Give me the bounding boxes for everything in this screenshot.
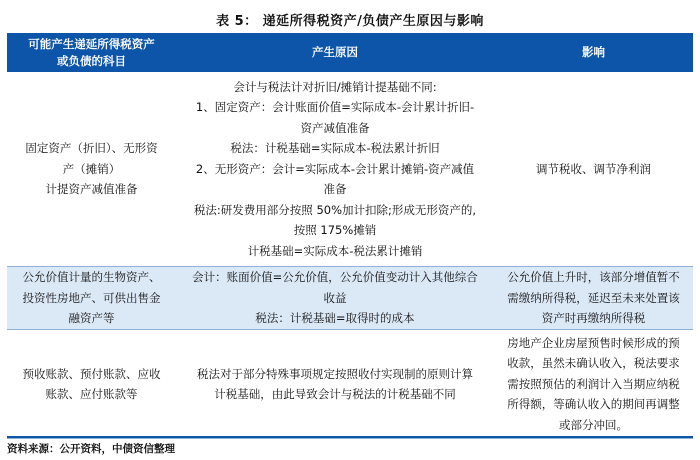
cell-line: 税法：计税基础=实际成本-税法累计折旧 bbox=[230, 141, 440, 156]
table-header-row bbox=[7, 33, 693, 72]
cell-line: 固定资产（折旧）、无形资 bbox=[25, 141, 158, 156]
cell-line: 公允价值上升时，该部分增值暂不 bbox=[507, 270, 680, 285]
cell-line: 房地产企业房屋预售时候形成的预 bbox=[507, 335, 680, 350]
cell-line: 所得额，等确认收入的期间再调整 bbox=[507, 397, 680, 412]
cell-line: 会计与税法计对折旧/摊销计提基础不同: bbox=[233, 79, 437, 94]
header-impact: 影响 bbox=[582, 45, 605, 59]
cell-line: 1、固定资产：会计账面价值=实际成本-会计累计折旧- bbox=[195, 100, 475, 115]
cell-line: 计税基础=实际成本-税法累计摊销 bbox=[247, 243, 423, 258]
comparison-table bbox=[7, 33, 693, 439]
cell-line: 税法：计税基础=取得时的成本 bbox=[255, 311, 415, 326]
cell-line: 需按照预估的利润计入当期应纳税 bbox=[507, 376, 680, 391]
cell-line: 资产时再缴纳所得税 bbox=[541, 311, 646, 326]
table-title: 表 5： 递延所得税资产/负债产生原因与影响 bbox=[216, 14, 484, 29]
cell-impact bbox=[494, 72, 693, 267]
cell-line: 投资性房地产、可供出售金 bbox=[22, 290, 161, 305]
header-subject-line: 或负债的科目 bbox=[57, 53, 126, 68]
cell-reason bbox=[176, 267, 494, 330]
cell-line: 税法对于部分特殊事项规定按照收付实现制的原则计算 bbox=[197, 366, 473, 381]
header-reason: 产生原因 bbox=[312, 45, 358, 59]
cell-line: 2、无形资产：会计=实际成本-会计累计摊销-资产减值 bbox=[195, 161, 475, 176]
cell-line: 预收账款、预付账款、应收 bbox=[22, 366, 161, 381]
table-row bbox=[7, 330, 693, 439]
cell-line: 或部分冲回。 bbox=[559, 417, 628, 432]
header-subject bbox=[7, 33, 176, 72]
table-row bbox=[7, 267, 693, 330]
cell-impact bbox=[494, 330, 693, 439]
cell-reason bbox=[176, 330, 494, 439]
cell-line: 会计：账面价值=公允价值，公允价值变动计入其他综合 bbox=[192, 270, 478, 285]
cell-line: 资产减值准备 bbox=[300, 120, 370, 135]
cell-subject bbox=[7, 267, 176, 330]
header-subject-line: 可能产生递延所得税资产 bbox=[28, 36, 155, 51]
cell-subject bbox=[7, 72, 176, 267]
cell-line: 收款，虽然未确认收入，税法要求 bbox=[507, 356, 680, 371]
source-divider bbox=[7, 436, 693, 438]
cell-line: 融资产等 bbox=[68, 311, 115, 326]
source-note: 资料来源：公开资料，中债资信整理 bbox=[7, 443, 175, 455]
cell-line: 账款、应付账款等 bbox=[45, 387, 138, 401]
cell-impact bbox=[494, 267, 693, 330]
cell-subject bbox=[7, 330, 176, 439]
cell-line: 收益 bbox=[323, 290, 347, 305]
table-row bbox=[7, 72, 693, 267]
cell-line: 调节税收、调节净利润 bbox=[536, 161, 651, 176]
cell-reason bbox=[176, 72, 494, 267]
cell-line: 税法:研发费用部分按照 50%加计扣除;形成无形资产的, bbox=[193, 202, 477, 217]
cell-line: 公允价值计量的生物资产、 bbox=[22, 270, 161, 285]
cell-line: 需缴纳所得税，延迟至未来处置该 bbox=[507, 290, 680, 305]
cell-line: 准备 bbox=[323, 182, 347, 197]
cell-line: 按照 175%摊销 bbox=[293, 223, 377, 238]
cell-line: 计税基础，由此导致会计与税法的计税基础不同 bbox=[214, 387, 456, 401]
cell-line: 产（摊销） bbox=[62, 161, 121, 176]
cell-line: 计提资产减值准备 bbox=[45, 182, 138, 197]
